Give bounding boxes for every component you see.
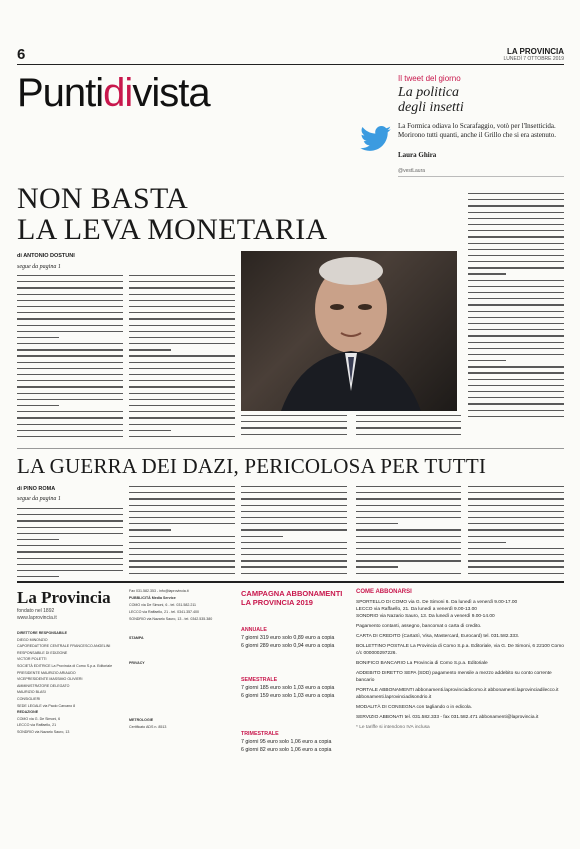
text-line xyxy=(468,323,564,324)
issue-date: LUNEDÌ 7 OTTOBRE 2019 xyxy=(503,56,564,62)
trimestrale-7: 7 giorni 95 euro solo 1,06 euro a copia xyxy=(241,739,332,745)
text-line xyxy=(241,554,347,555)
section-title-part1: Punti xyxy=(17,71,104,115)
tweet-rule xyxy=(398,176,564,177)
text-line xyxy=(241,486,347,487)
text-line xyxy=(129,318,235,319)
text-line xyxy=(356,548,461,549)
article1-column-4 xyxy=(356,415,461,440)
masthead-website: www.laprovincia.it xyxy=(17,615,57,621)
text-line xyxy=(17,355,123,356)
text-line xyxy=(129,529,171,530)
footer-rule xyxy=(17,581,564,583)
text-line xyxy=(17,380,123,381)
annuale-label: ANNUALE xyxy=(241,627,267,633)
article1-column-2 xyxy=(129,275,235,442)
text-line xyxy=(129,548,235,549)
tweet-title xyxy=(398,85,464,115)
text-line xyxy=(129,517,235,518)
text-line xyxy=(17,564,123,565)
text-line xyxy=(356,573,461,574)
article1-column-5 xyxy=(468,193,564,422)
text-line xyxy=(468,354,564,355)
text-line xyxy=(17,539,59,540)
annuale-6: 6 giorni 289 euro solo 0,94 euro a copia xyxy=(241,643,335,649)
info-line: COMO via De Simoni, 6 - tel. 031.582.211 xyxy=(129,603,197,607)
text-line xyxy=(468,511,564,512)
text-line xyxy=(468,280,564,281)
section-title-part2: di xyxy=(103,71,133,115)
text-line xyxy=(356,554,461,555)
text-line xyxy=(17,424,123,425)
text-line xyxy=(468,212,564,213)
text-line xyxy=(468,486,564,487)
text-line xyxy=(468,372,564,373)
colophon-line: DIRETTORE RESPONSABILE xyxy=(17,631,68,635)
text-line xyxy=(356,523,398,524)
colophon-line: COMO via G. De Simoni, 6 xyxy=(17,716,61,721)
text-line xyxy=(129,405,235,406)
text-line xyxy=(356,415,461,416)
colophon-line: LECCO via Raffaello, 21 xyxy=(17,723,57,728)
colophon-line: CONSIGLIERI xyxy=(17,696,41,701)
tweet-title-line2: degli insetti xyxy=(398,100,464,115)
text-line xyxy=(129,523,235,524)
text-line xyxy=(356,536,461,537)
text-line xyxy=(468,329,564,330)
text-line xyxy=(241,560,347,561)
article1-headline xyxy=(17,183,327,245)
text-line xyxy=(129,355,235,356)
text-line xyxy=(17,362,123,363)
text-line xyxy=(129,306,235,307)
text-line xyxy=(241,427,347,428)
text-line xyxy=(129,511,235,512)
text-line xyxy=(241,421,347,422)
colophon-line: CAPOREDATTORE CENTRALE FRANCESCO ANGELINI xyxy=(17,644,111,649)
text-line xyxy=(129,393,235,394)
text-line xyxy=(468,573,564,574)
text-line xyxy=(468,385,564,386)
text-line xyxy=(468,492,564,493)
info-line: METROLOGIE xyxy=(129,718,154,722)
text-line xyxy=(468,286,564,287)
text-line xyxy=(129,287,235,288)
text-line xyxy=(241,542,347,543)
trimestrale-6: 6 giorni 82 euro solo 1,06 euro a copia xyxy=(241,747,332,753)
text-line xyxy=(241,523,347,524)
text-line xyxy=(468,554,564,555)
info-line: Fax 031.582.353 - info@laprovincia.it xyxy=(129,589,189,593)
text-line xyxy=(129,536,235,537)
text-line xyxy=(468,317,564,318)
text-line xyxy=(468,199,564,200)
text-line xyxy=(468,304,564,305)
text-line xyxy=(356,529,461,530)
text-line xyxy=(129,380,235,381)
text-line xyxy=(17,318,123,319)
text-line xyxy=(17,405,59,406)
text-line xyxy=(17,300,123,301)
text-line xyxy=(129,362,235,363)
colophon-line: RESPONSABILE DI EDIZIONE xyxy=(17,650,68,655)
text-line xyxy=(129,386,235,387)
subscribe-title: COME ABBONARSI xyxy=(356,589,412,595)
text-line xyxy=(17,417,123,418)
article2-headline: LA GUERRA DEI DAZI, PERICOLOSA PER TUTTI xyxy=(17,454,487,478)
text-line xyxy=(129,349,171,350)
text-line xyxy=(356,542,461,543)
text-line xyxy=(17,399,123,400)
text-line xyxy=(468,560,564,561)
text-line xyxy=(129,566,235,567)
colophon-line: DIEGO MINONZIO xyxy=(17,637,48,642)
text-line xyxy=(129,281,235,282)
text-line xyxy=(17,287,123,288)
text-line xyxy=(17,331,123,332)
text-line xyxy=(241,536,283,537)
text-line xyxy=(17,551,123,552)
text-line xyxy=(468,505,564,506)
text-line xyxy=(468,218,564,219)
article2-rule xyxy=(17,448,564,449)
text-line xyxy=(468,397,564,398)
tweet-handle: @vestLaura xyxy=(398,168,426,174)
text-line xyxy=(468,205,564,206)
text-line xyxy=(129,294,235,295)
subscribe-item: ADDEBITO DIRETTO SEPA (SDD) pagamento mensile a mezzo addebito su conto corrente bancario xyxy=(356,671,552,683)
semestrale-6: 6 giorni 159 euro solo 1,03 euro a copia xyxy=(241,693,335,699)
header-rule xyxy=(17,64,564,65)
text-line xyxy=(129,424,235,425)
text-line xyxy=(129,554,235,555)
subscribe-item: SPORTELLO DI COMO via G. De Simoni 6. Da lunedì a venerdì 9.00-17.00 xyxy=(356,600,518,605)
tweet-text: La Formica odiava lo Scarafaggio, votò per l'Insetticida. Morirono tutti quanti, anche il Grillo che si era astenuto. xyxy=(398,122,557,139)
info-line: SONDRIO via Nazario Sauro, 13 - tel. 0342.535.380 xyxy=(129,617,213,621)
campaign-title-line2: LA PROVINCIA 2019 xyxy=(241,598,313,607)
text-line xyxy=(468,498,564,499)
text-line xyxy=(17,430,123,431)
text-line xyxy=(17,514,123,515)
text-line xyxy=(129,505,235,506)
text-line xyxy=(468,416,564,417)
text-line xyxy=(356,566,398,567)
masthead-founded: fondato nel 1892 xyxy=(17,608,55,614)
text-line xyxy=(129,312,235,313)
text-line xyxy=(17,436,123,437)
campaign-title-line1: CAMPAGNA ABBONAMENTI xyxy=(241,589,343,598)
info-block xyxy=(129,588,229,731)
text-line xyxy=(17,337,59,338)
text-line xyxy=(356,427,461,428)
text-line xyxy=(468,517,564,518)
text-line xyxy=(17,508,123,509)
text-line xyxy=(17,545,123,546)
text-line xyxy=(129,325,235,326)
text-line xyxy=(468,292,564,293)
text-line xyxy=(129,275,235,276)
text-line xyxy=(468,391,564,392)
text-line xyxy=(356,492,461,493)
campaign-title xyxy=(241,589,342,607)
text-line xyxy=(468,536,564,537)
text-line xyxy=(468,342,564,343)
semestrale-label: SEMESTRALE xyxy=(241,677,278,683)
text-line xyxy=(241,498,347,499)
annuale-7: 7 giorni 319 euro solo 0,89 euro a copia xyxy=(241,635,335,641)
text-line xyxy=(17,570,123,571)
text-line xyxy=(129,337,235,338)
info-line: Certificato ADS n. 8513 xyxy=(129,725,167,729)
text-line xyxy=(356,517,461,518)
subscribe-item: Pagamento contanti, assegno, bancomat o carta di credito. xyxy=(356,624,482,629)
colophon-line: REDAZIONE xyxy=(17,710,39,715)
text-line xyxy=(356,434,461,435)
text-line xyxy=(241,505,347,506)
tweet-author: Laura Ghira xyxy=(398,151,437,159)
text-line xyxy=(468,311,564,312)
text-line xyxy=(129,417,235,418)
text-line xyxy=(129,411,235,412)
article2-column-5 xyxy=(468,486,564,579)
info-line: STAMPA xyxy=(129,636,144,640)
text-line xyxy=(468,249,564,250)
article1-column-3 xyxy=(241,415,347,440)
colophon-line: PRESIDENTE MAURIZIO ARIAUDO xyxy=(17,670,76,675)
colophon-line: SEDE LEGALE via Paolo Carcano 8 xyxy=(17,703,76,708)
text-line xyxy=(468,236,564,237)
text-line xyxy=(356,560,461,561)
text-line xyxy=(468,529,564,530)
article1-continued: segue da pagina 1 xyxy=(17,264,61,270)
subscribe-item: BOLLETTINO POSTALE La Provincia di Como S.p.a. Editoriale, via G. De Simoni, 6 22100 Como c/c 000000297226. xyxy=(356,644,564,656)
twitter-bird-icon xyxy=(360,126,392,152)
text-line xyxy=(356,505,461,506)
text-line xyxy=(468,379,564,380)
text-line xyxy=(241,415,347,416)
text-line xyxy=(241,529,347,530)
text-line xyxy=(17,558,123,559)
article2-column-4 xyxy=(356,486,461,579)
text-line xyxy=(468,243,564,244)
text-line xyxy=(356,421,461,422)
text-line xyxy=(17,312,123,313)
info-line: PUBBLICITÀ Media Service xyxy=(129,596,176,600)
text-line xyxy=(468,298,564,299)
text-line xyxy=(17,393,123,394)
text-line xyxy=(17,368,123,369)
text-line xyxy=(129,492,235,493)
subscribe-item: SERVIZIO ABBONATI tel. 031.582.333 - fax 031.582.471 abbonamenti@laprovincia.it xyxy=(356,715,539,720)
article2-continued: segue da pagina 1 xyxy=(17,496,61,502)
text-line xyxy=(468,348,564,349)
text-line xyxy=(468,523,564,524)
subscribe-item: * Le tariffe si intendono IVA inclusa xyxy=(356,725,430,730)
text-line xyxy=(17,325,123,326)
text-line xyxy=(17,527,123,528)
text-line xyxy=(468,335,564,336)
text-line xyxy=(129,486,235,487)
colophon xyxy=(17,630,122,736)
text-line xyxy=(468,267,564,268)
portrait-photo xyxy=(241,251,457,411)
newspaper-name-small: LA PROVINCIA xyxy=(506,47,564,56)
text-line xyxy=(129,560,235,561)
info-line: LECCO via Raffaello, 21 - tel. 0341.357.400 xyxy=(129,610,200,614)
text-line xyxy=(468,193,564,194)
text-line xyxy=(17,343,123,344)
text-line xyxy=(241,566,347,567)
text-line xyxy=(17,294,123,295)
article1-byline: di ANTONIO DOSTUNI xyxy=(17,253,75,259)
text-line xyxy=(356,486,461,487)
masthead-name: La Provincia xyxy=(17,588,111,607)
text-line xyxy=(468,230,564,231)
text-line xyxy=(468,548,564,549)
text-line xyxy=(129,331,235,332)
semestrale-7: 7 giorni 185 euro solo 1,03 euro a copia xyxy=(241,685,335,691)
text-line xyxy=(17,533,123,534)
colophon-line: VICTOR POLETTI xyxy=(17,657,47,662)
tweet-kicker: Il tweet del giorno xyxy=(398,74,461,83)
text-line xyxy=(17,349,123,350)
text-line xyxy=(468,224,564,225)
colophon-line: MAURIZIO BLASI xyxy=(17,690,46,695)
text-line xyxy=(129,343,235,344)
article2-column-3 xyxy=(241,486,347,579)
section-title xyxy=(17,72,210,114)
text-line xyxy=(17,275,123,276)
text-line xyxy=(17,306,123,307)
text-line xyxy=(468,542,506,543)
article2-column-2 xyxy=(129,486,235,579)
article1-headline-line1: NON BASTA xyxy=(17,182,189,215)
section-title-part3: vista xyxy=(132,71,210,115)
text-line xyxy=(129,368,235,369)
subscribe-item: SONDRIO via Nazario Sauro, 13. Da lunedì a venerdì 9.00-14.00 xyxy=(356,614,495,619)
text-line xyxy=(129,374,235,375)
tweet-title-line1: La politica xyxy=(398,85,460,100)
text-line xyxy=(356,498,461,499)
campaign-prices xyxy=(241,626,351,754)
text-line xyxy=(129,399,235,400)
article2-column-1 xyxy=(17,508,123,582)
text-line xyxy=(17,281,123,282)
text-line xyxy=(129,430,171,431)
subscribe-item: CARTA DI CREDITO (CartaSì, Visa, Mastercard, Eurocard) tel. 031.582.333. xyxy=(356,634,520,639)
article2-byline: di PINO ROMA xyxy=(17,486,56,492)
text-line xyxy=(468,273,506,274)
subscribe-item: BONIFICO BANCARIO La Provincia di Como S.p.a. Editoriale xyxy=(356,661,488,666)
text-line xyxy=(241,517,347,518)
text-line xyxy=(468,261,564,262)
subscribe-item: LECCO via Raffaello, 21. Da lunedì a venerdì 9.00-13.00 xyxy=(356,607,477,612)
text-line xyxy=(241,434,347,435)
text-line xyxy=(241,548,347,549)
subscribe-item: MODALITÀ DI CONSEGNA con tagliando o in edicola. xyxy=(356,705,472,710)
text-line xyxy=(129,573,235,574)
text-line xyxy=(129,300,235,301)
colophon-line: AMMINISTRATORE DELEGATO xyxy=(17,683,70,688)
text-line xyxy=(468,360,506,361)
article1-column-1 xyxy=(17,275,123,442)
text-line xyxy=(129,542,235,543)
text-line xyxy=(241,492,347,493)
text-line xyxy=(468,403,564,404)
subscribe-list xyxy=(356,599,566,731)
text-line xyxy=(356,511,461,512)
text-line xyxy=(468,366,564,367)
page-number: 6 xyxy=(17,46,26,63)
colophon-line: VICEPRESIDENTE MASSIMO OLIVIERI xyxy=(17,677,83,682)
text-line xyxy=(17,520,123,521)
text-line xyxy=(241,511,347,512)
text-line xyxy=(468,255,564,256)
text-line xyxy=(17,411,123,412)
trimestrale-label: TRIMESTRALE xyxy=(241,731,279,737)
article1-headline-line2: LA LEVA MONETARIA xyxy=(17,213,328,246)
text-line xyxy=(129,436,235,437)
text-line xyxy=(468,410,564,411)
text-line xyxy=(17,374,123,375)
text-line xyxy=(468,566,564,567)
text-line xyxy=(129,498,235,499)
info-line: PRIVACY xyxy=(129,661,145,665)
colophon-line: SOCIETÀ EDITRICE La Provincia di Como S.p.a. Editoriale xyxy=(17,663,113,668)
colophon-line: SONDRIO via Nazario Sauro, 13 xyxy=(17,729,70,734)
text-line xyxy=(17,576,59,577)
subscribe-item: PORTALE ABBONAMENTI abbonamenti.laprovinciadicomo.it abbonamenti.laprovinciadilecco.it abbonamenti.laprovinciadisondrio.it xyxy=(356,688,559,700)
text-line xyxy=(17,386,123,387)
text-line xyxy=(241,573,347,574)
